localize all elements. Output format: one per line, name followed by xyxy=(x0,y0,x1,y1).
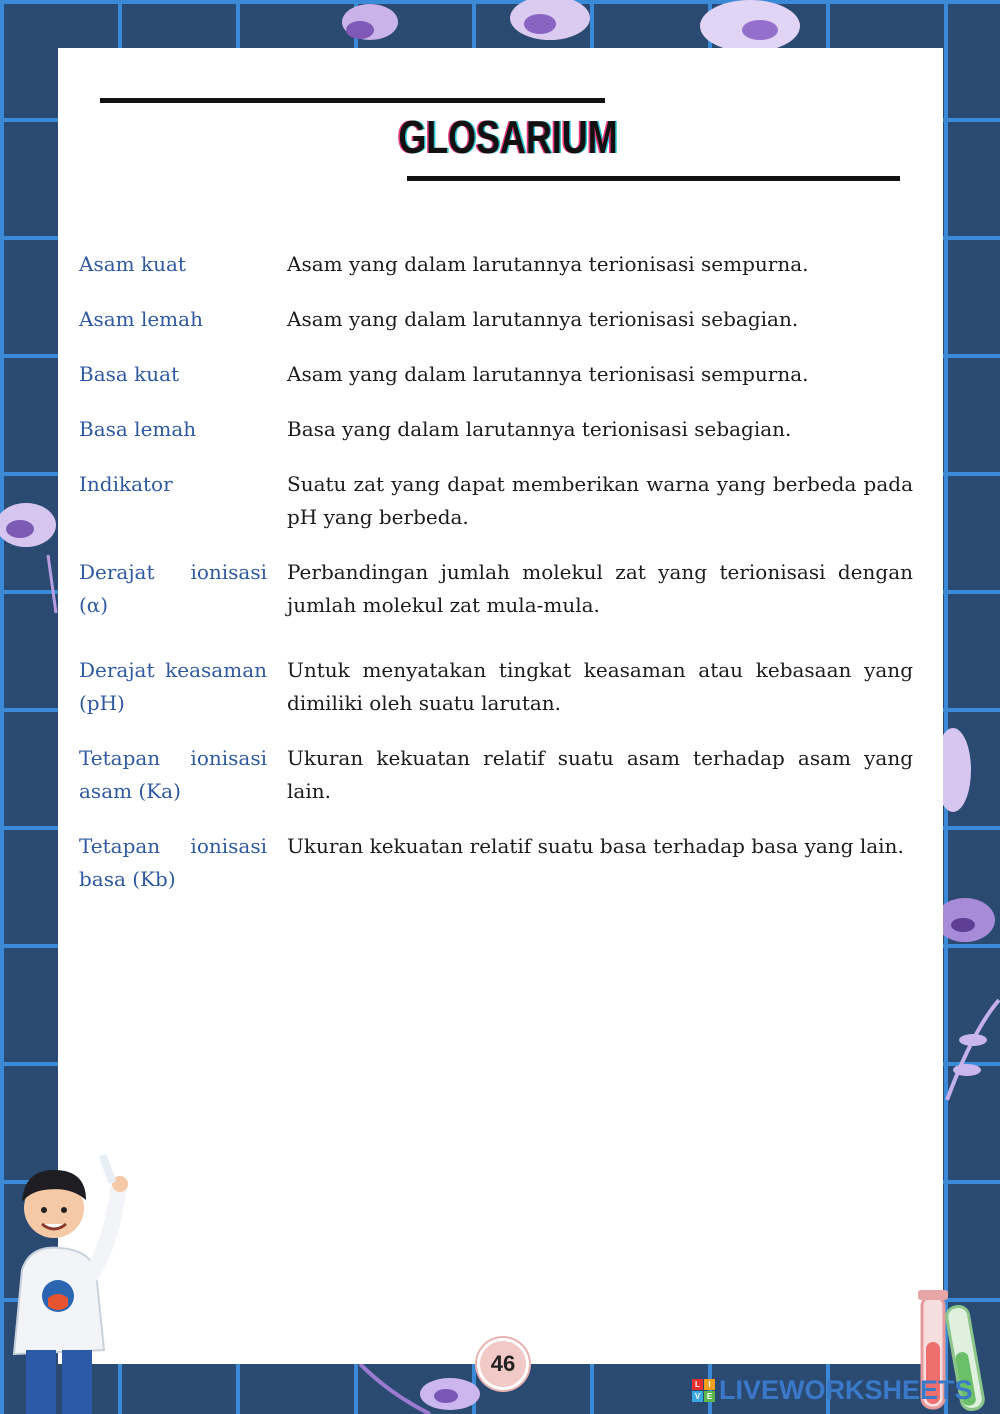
logo-letter: E xyxy=(704,1391,715,1402)
glossary-entry xyxy=(79,830,913,896)
glossary-term: Tetapan ionisasi basa (Kb) xyxy=(79,834,267,891)
title-rule-top xyxy=(100,98,605,103)
glossary-definition: Untuk menyatakan tingkat keasaman atau kebasaan yang dimiliki oleh suatu larutan. xyxy=(287,658,913,715)
glossary-term: Basa kuat xyxy=(79,362,180,386)
glossary-definition: Basa yang dalam larutannya terionisasi sebagian. xyxy=(287,417,792,441)
glossary-entry xyxy=(79,303,913,336)
glossary-term: Tetapan ionisasi asam (Ka) xyxy=(79,746,267,803)
logo-letter: L xyxy=(692,1379,703,1390)
glossary-entry xyxy=(79,358,913,391)
flower-decoration-right xyxy=(943,700,1000,1120)
glossary-definition: Perbandingan jumlah molekul zat yang terionisasi dengan jumlah molekul zat mula-mula. xyxy=(287,560,913,617)
glossary-definition: Asam yang dalam larutannya terionisasi sempurna. xyxy=(287,362,809,386)
scientist-illustration xyxy=(0,1150,140,1414)
glossary-definition: Asam yang dalam larutannya terionisasi sebagian. xyxy=(287,307,799,331)
flower-decoration-left xyxy=(0,495,58,615)
glossary-term: Basa lemah xyxy=(79,417,197,441)
glossary-term: Indikator xyxy=(79,472,173,496)
flower-decoration-bottom xyxy=(350,1364,490,1414)
glossary-term: Asam lemah xyxy=(79,307,203,331)
glossary-term: Derajat keasaman (pH) xyxy=(79,658,267,715)
glossary-list xyxy=(79,248,913,918)
glossary-term: Derajat ionisasi (α) xyxy=(79,560,267,617)
page-title: GLOSARIUM xyxy=(398,111,618,163)
brand-name: LIVEWORKSHEETS xyxy=(719,1374,973,1405)
glossary-definition: Ukuran kekuatan relatif suatu asam terhadap asam yang lain. xyxy=(287,746,913,803)
liveworksheets-brand[interactable] xyxy=(692,1376,973,1404)
glossary-definition: Asam yang dalam larutannya terionisasi sempurna. xyxy=(287,252,809,276)
glossary-page xyxy=(58,48,943,1364)
glossary-entry xyxy=(79,413,913,446)
glossary-term: Asam kuat xyxy=(79,252,186,276)
glossary-definition: Ukuran kekuatan relatif suatu basa terhadap basa yang lain. xyxy=(287,834,904,858)
glossary-entry xyxy=(79,654,913,720)
glossary-definition: Suatu zat yang dapat memberikan warna yang berbeda pada pH yang berbeda. xyxy=(287,472,913,529)
glossary-entry xyxy=(79,248,913,281)
logo-letter: I xyxy=(704,1379,715,1390)
liveworksheets-logo-icon xyxy=(692,1379,715,1402)
glossary-entry xyxy=(79,742,913,808)
glossary-entry xyxy=(79,556,913,622)
logo-letter: V xyxy=(692,1391,703,1402)
title-rule-bottom xyxy=(407,176,900,181)
page-number: 46 xyxy=(477,1338,529,1390)
glossary-entry xyxy=(79,468,913,534)
